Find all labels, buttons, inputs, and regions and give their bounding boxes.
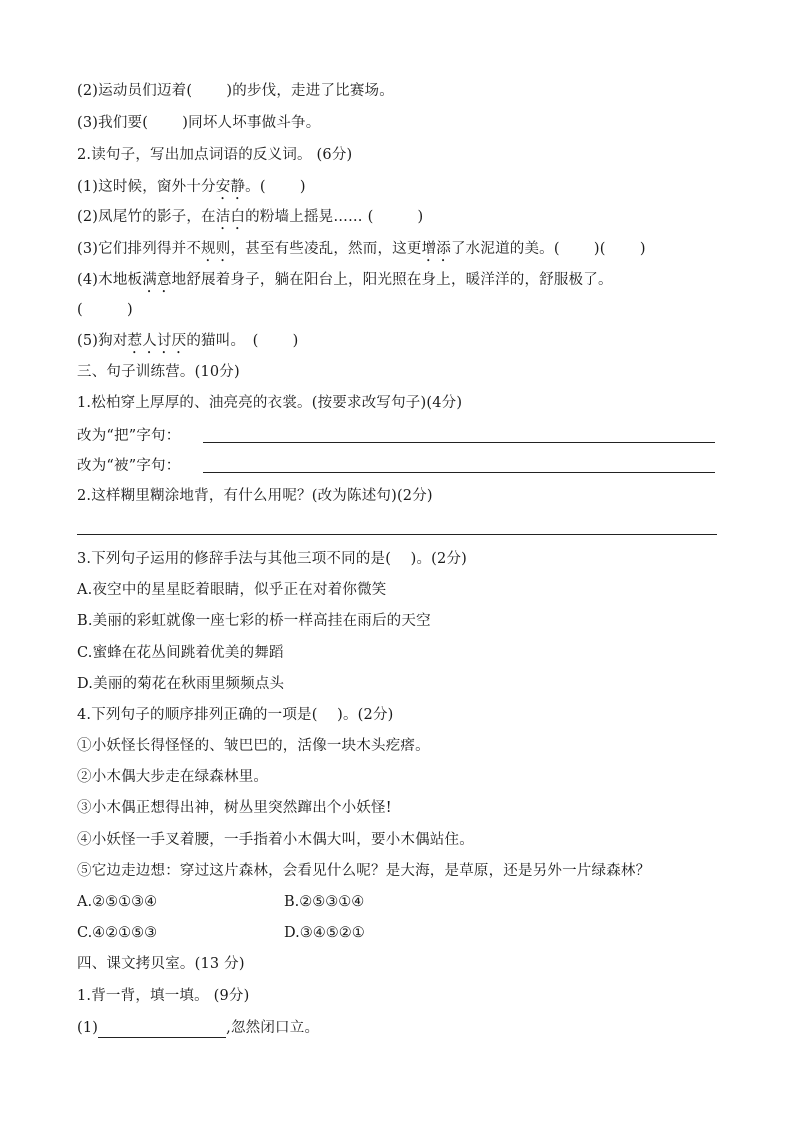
order-item-5: ⑤它边走边想：穿过这片森林，会看见什么呢？是大海，是草原，还是另外一片绿森林？ <box>77 863 651 879</box>
section-3-title: 三、句子训练营。(10分) <box>77 364 240 380</box>
section-4-title: 四、课文拷贝室。(13 分) <box>77 956 245 972</box>
recite-1: (1) ,忽然闭口立。 <box>77 1020 320 1036</box>
question-1-3: (3)我们要( )同坏人坏事做斗争。 <box>77 115 321 131</box>
option-3a: A.夜空中的星星眨着眼睛，似乎正在对着你微笑 <box>77 582 387 598</box>
sentence-2-title: 2.这样糊里糊涂地背，有什么用呢？(改为陈述句)(2分) <box>77 488 433 504</box>
option-4d: D.③④⑤②① <box>284 925 365 941</box>
dotted-word: 满意 <box>142 272 172 288</box>
sentence-1-title: 1.松柏穿上厚厚的、油亮亮的衣裳。(按要求改写句子)(4分) <box>77 395 463 411</box>
bei-answer-line[interactable] <box>203 472 715 473</box>
order-item-2: ②小木偶大步走在绿森林里。 <box>77 769 269 785</box>
option-4a: A.②⑤①③④ <box>77 894 158 910</box>
order-item-1: ①小妖怪长得怪怪的、皱巴巴的，活像一块木头疙瘩。 <box>77 738 430 754</box>
dotted-word: 安静 <box>215 179 246 195</box>
order-item-4: ④小妖怪一手叉着腰，一手指着小木偶大叫，要小木偶站住。 <box>77 832 474 848</box>
ba-sentence-label: 改为“把”字句： <box>77 428 181 444</box>
option-3d: D.美丽的菊花在秋雨里频频点头 <box>77 676 285 692</box>
question-2-1: (1)这时候，窗外十分安静。( ) <box>77 179 306 195</box>
question-2-4-answer: ( ) <box>77 302 133 318</box>
question-2-4: (4)木地板满意地舒展着身子，躺在阳台上，阳光照在身上，暖洋洋的，舒服极了。 <box>77 272 613 288</box>
option-3c: C.蜜蜂在花丛间跳着优美的舞蹈 <box>77 645 284 661</box>
question-1-2: (2)运动员们迈着( )的步伐，走进了比赛场。 <box>77 83 394 99</box>
order-item-3: ③小木偶正想得出神，树丛里突然蹿出个小妖怪! <box>77 800 392 816</box>
dotted-word: 洁白 <box>215 209 246 225</box>
option-4b: B.②⑤③①④ <box>284 894 365 910</box>
dotted-word: 规则 <box>201 241 231 257</box>
question-2-3: (3)它们排列得并不规则，甚至有些凌乱，然而，这更增添了水泥道的美。( )( ) <box>77 241 646 257</box>
bei-sentence-label: 改为“被”字句： <box>77 458 181 474</box>
sentence-3-title: 3.下列句子运用的修辞手法与其他三项不同的是( )。(2分) <box>77 551 467 567</box>
ba-answer-line[interactable] <box>203 442 715 443</box>
recite-title: 1.背一背，填一填。 (9分) <box>77 988 250 1004</box>
question-2-2: (2)凤尾竹的影子，在洁白的粉墙上摇晃…… ( ) <box>77 209 424 225</box>
question-2-5: (5)狗对惹人讨厌的猫叫。 ( ) <box>77 333 299 349</box>
declarative-answer-line[interactable] <box>77 534 717 535</box>
option-3b: B.美丽的彩虹就像一座七彩的桥一样高挂在雨后的天空 <box>77 613 431 629</box>
sentence-4-title: 4.下列句子的顺序排列正确的一项是( )。(2分) <box>77 707 394 723</box>
option-4c: C.④②①⑤③ <box>77 925 158 941</box>
dotted-word: 惹人讨厌 <box>127 333 187 349</box>
question-2-title: 2.读句子，写出加点词语的反义词。 (6分) <box>77 147 353 163</box>
dotted-word: 增添 <box>421 241 451 257</box>
recite-1-blank[interactable] <box>98 1021 226 1038</box>
